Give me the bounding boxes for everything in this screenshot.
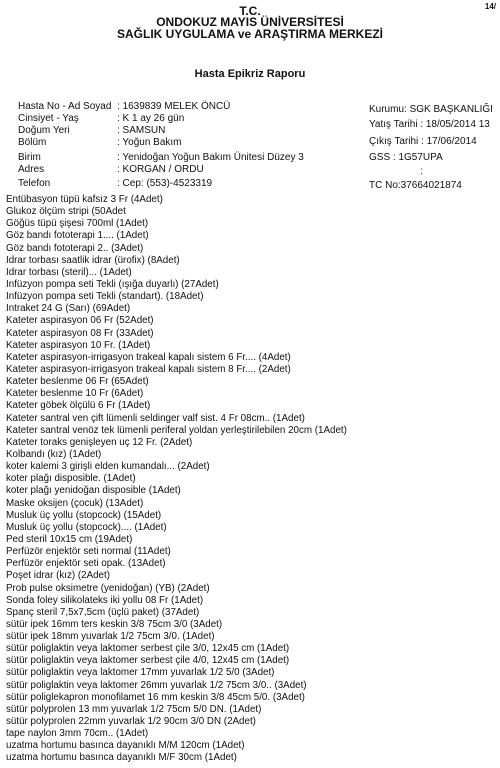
- list-item: Kateter aspirasyon-irrigasyon trakeal kapalı sistem 6 Fr.... (4Adet): [6, 351, 291, 363]
- list-item: sütür poliglaktin veya laktomer 17mm yuvarlak 1/2 5/0 (3Adet): [6, 667, 275, 679]
- sex-age-label: Cinsiyet - Yaş: [18, 113, 79, 124]
- list-item: Kateter beslenme 10 Fr (6Adet): [6, 388, 144, 400]
- list-item: Göğüs tüpü şişesi 700ml (1Adet): [6, 218, 149, 230]
- list-item: uzatma hortumu basınca dayanıklı M/M 120cm (1Adet): [6, 740, 245, 752]
- list-item: tape naylon 3mm 70cm.. (1Adet): [6, 728, 149, 740]
- department-row: [18, 152, 304, 163]
- list-item: Sonda foley silikolateks iki yollu 08 Fr (1Adet): [6, 594, 204, 606]
- list-item: sütür ipek 18mm yuvarlak 1/2 75cm 3/0. (1Adet): [6, 631, 215, 643]
- list-item: Kateter aspirasyon 10 Fr. (1Adet): [6, 339, 151, 351]
- report-title: Hasta Epikriz Raporu: [194, 68, 306, 80]
- birthplace-label: Doğum Yeri: [18, 125, 70, 136]
- list-item: sütür polyprolen 22mm yuvarlak 1/2 90cm 3/0 DN (2Adet): [6, 716, 256, 728]
- list-item: Kateter aspirasyon-irrigasyon trakeal kapalı sistem 8 Fr.... (2Adet): [6, 363, 291, 375]
- address-row: [18, 164, 204, 175]
- list-item: Poşet idrar (kız) (2Adet): [6, 570, 110, 582]
- list-item: Maske oksijen (çocuk) (13Adet): [6, 497, 144, 509]
- list-item: sütür poliglaktin veya laktomer 26mm yuvarlak 1/2 75cm 3/0.. (3Adet): [6, 679, 307, 691]
- phone-label: Telefon: [18, 178, 51, 189]
- list-item: İdrar torbası saatlik idrar (ürofix) (8Adet): [6, 254, 180, 266]
- department-label: Birim: [18, 152, 41, 163]
- list-item: koter plağı disposible. (1Adet): [6, 473, 136, 485]
- admission-date: Yatış Tarihi : 18/05/2014 13: [369, 119, 490, 130]
- list-item: Perfüzör enjektör seti normal (11Adet): [6, 546, 171, 558]
- list-item: İnfüzyon pompa seti Tekli (ışığa duyarlı) (27Adet): [6, 278, 219, 290]
- department-value: : Yenidoğan Yoğun Bakım Ünitesi Düzey 3: [117, 152, 304, 163]
- list-item: Ped steril 10x15 cm (19Adet): [6, 533, 133, 545]
- list-item: sütür ipek 16mm ters keskin 3/8 75cm 3/0 (3Adet): [6, 618, 223, 630]
- list-item: İnfüzyon pompa seti Tekli (standart). (18Adet): [6, 291, 204, 303]
- page-number: 14/: [484, 2, 496, 11]
- list-item: Glukoz ölçüm stripi (50Adet: [6, 206, 126, 218]
- phone-row: [18, 178, 212, 189]
- list-item: Kateter beslenme 06 Fr (65Adet): [6, 376, 149, 388]
- tc-number: TC No:37664021874: [369, 180, 462, 191]
- list-item: Spanç steril 7,5x7,5cm (üçlü paket) (37Adet): [6, 606, 200, 618]
- list-item: Perfüzör enjektör seti opak. (13Adet): [6, 558, 166, 570]
- list-item: uzatma hortumu basınca dayanıklı M/F 30cm (1Adet): [6, 752, 237, 764]
- institution: Kurumu: SGK BAŞKANLIĞI: [369, 104, 493, 115]
- list-item: Kateter göbek ölçülü 6 Fr (1Adet): [6, 400, 151, 412]
- list-item: Kateter aspirasyon 06 Fr (52Adet): [6, 315, 154, 327]
- supply-list: [6, 194, 496, 765]
- address-value: : KORGAN / ORDU: [117, 164, 204, 175]
- list-item: Kateter santral venöz tek lümenli periferal yoldan yerleştirilebilen 20cm (1Adet): [6, 424, 347, 436]
- list-item: Entübasyon tüpü kafsız 3 Fr (4Adet): [6, 194, 163, 205]
- list-item: Musluk üç yollu (stopcock) (15Adet): [6, 509, 162, 521]
- list-item: sütür poliglaktin veya laktomer serbest çile 3/0, 12x45 cm (1Adet): [6, 643, 290, 655]
- list-item: sütür polyprolen 13 mm yuvarlak 1/2 75cm 5/0 DN. (1Adet): [6, 703, 262, 715]
- patient-no-row: [18, 101, 230, 112]
- unit-row: [18, 137, 182, 148]
- list-item: İdrar torbası (steril)... (1Adet): [6, 266, 132, 278]
- phone-value: : Cep: (553)-4523319: [117, 178, 213, 189]
- gss-number: GSS : 1G57UPA: [369, 152, 443, 163]
- discharge-date: Çıkış Tarihi : 17/06/2014: [369, 136, 477, 147]
- unit-value: : Yoğun Bakım: [117, 137, 182, 148]
- list-item: koter plağı yenidoğan disposible (1Adet): [6, 485, 181, 497]
- list-item: Kateter santral ven çift lümenli seldinger valf sist. 4 Fr 08cm.. (1Adet): [6, 412, 305, 424]
- sex-age-row: [18, 113, 184, 124]
- list-item: Kateter toraks genişleyen uç 12 Fr. (2Adet): [6, 436, 193, 448]
- patient-no-label: Hasta No - Ad Soyad: [18, 101, 112, 112]
- unit-label: Bölüm: [18, 137, 47, 148]
- list-item: sütür poliglekapron monofilamet 16 mm keskin 3/8 45cm 5/0. (3Adet): [6, 691, 305, 703]
- birthplace-value: : SAMSUN: [117, 125, 166, 136]
- list-item: koter kalemi 3 girişli elden kumandalı... (2Adet): [6, 461, 210, 473]
- list-item: Prob pulse oksimetre (yenidoğan) (YB) (2Adet): [6, 582, 210, 594]
- list-item: Kolbandı (kız) (1Adet): [6, 448, 102, 460]
- empty-colon: :: [420, 166, 423, 177]
- address-label: Adres: [18, 164, 45, 175]
- list-item: sütür poliglaktin veya laktomer serbest çile 4/0, 12x45 cm (1Adet): [6, 655, 290, 667]
- list-item: Göz bandı fototerapi 1.... (1Adet): [6, 230, 149, 242]
- birthplace-row: [18, 125, 165, 136]
- list-item: Kateter aspirasyon 08 Fr (33Adet): [6, 327, 154, 339]
- list-item: Musluk üç yollu (stopcock).... (1Adet): [6, 521, 167, 533]
- list-item: Göz bandı fototerapi 2.. (3Adet): [6, 242, 144, 254]
- header-tc: T.C.: [239, 4, 261, 18]
- sex-age-value: : K 1 ay 26 gün: [117, 113, 185, 124]
- list-item: İntraket 24 G (Sarı) (69Adet): [6, 303, 131, 315]
- header-center: SAĞLIK UYGULAMA ve ARAŞTIRMA MERKEZİ: [116, 27, 383, 41]
- header-university: ONDOKUZ MAYIS ÜNİVERSİTESİ: [156, 15, 344, 29]
- patient-no-value: : 1639839 MELEK ÖNCÜ: [117, 101, 231, 112]
